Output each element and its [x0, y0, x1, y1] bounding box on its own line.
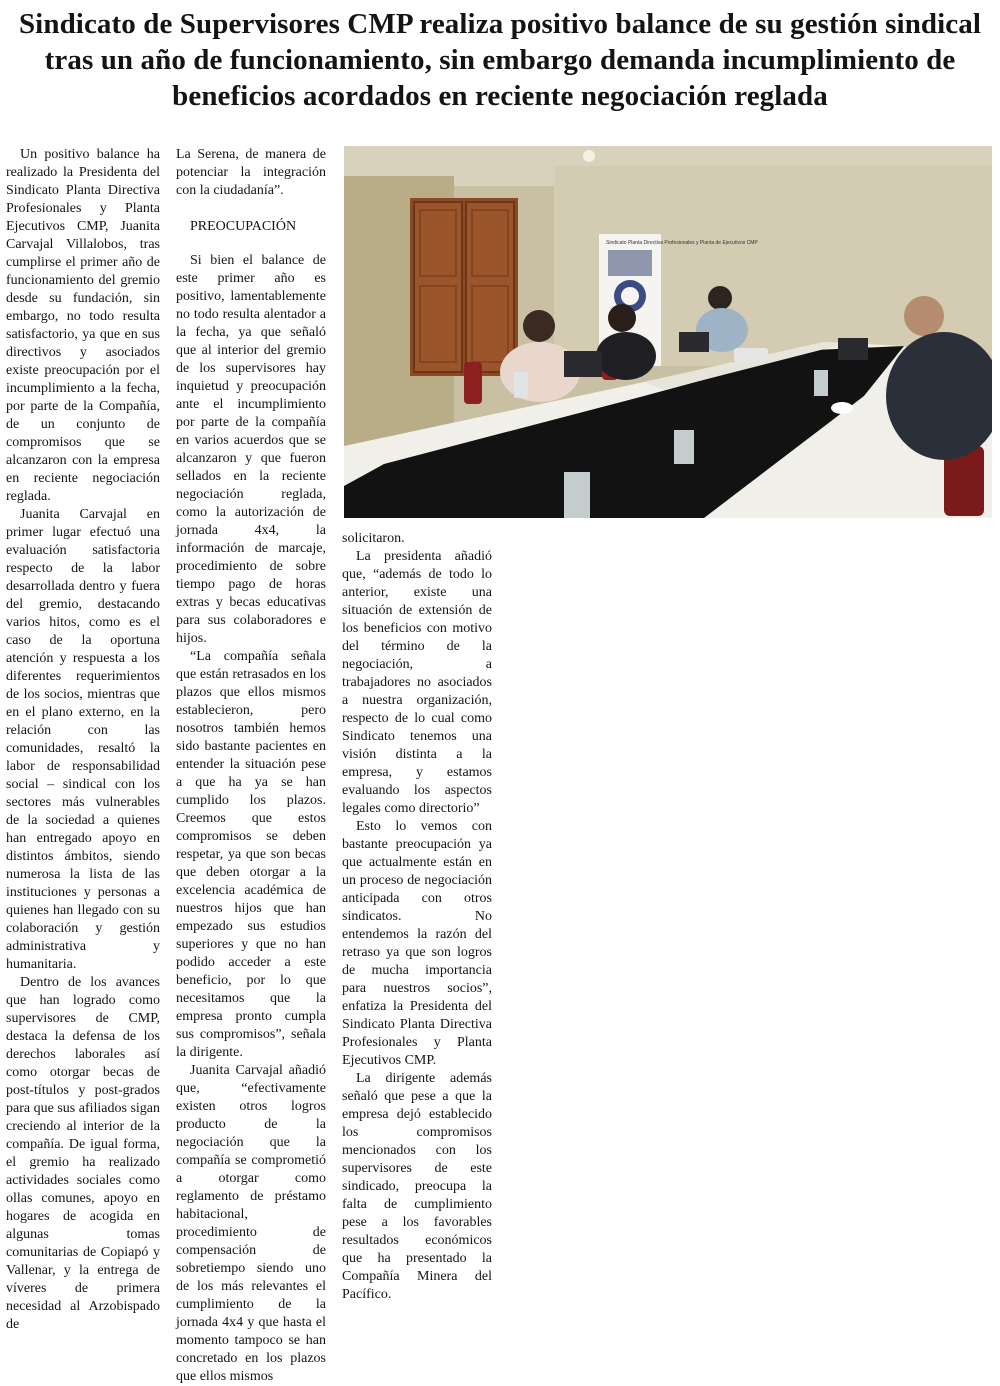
paragraph: Esto lo vemos con bastante preocupación ya que actualmente están en un proceso de negociación anticipada con otros sindicatos. No entendemos la razón del retraso ya que son logros de mucha importancia para nuestros socios”, enfatiza la Presidenta del Sindicato Planta Directiva Profesionales y Planta Ejecutivos CMP. [342, 819, 492, 1068]
paragraph: La presidenta añadió que, “además de todo lo anterior, existe una situación de extensión de los beneficios con motivo del término de la negociación, a trabajadores no asociados a nuestra organización, respecto de lo cual como Sindicato tenemos una visión distinta a la empresa, y estamos evaluando los aspectos legales como directorio” [342, 549, 492, 816]
meeting-photo-image [344, 146, 992, 518]
paragraph: Si bien el balance de este primer año es positivo, lamentablemente no todo resulta alentador a la fecha, ya que señaló que al interior del gremio de los supervisores hay inquietud y preocupación ante el incumplimiento por parte de la compañía en varios acuerdos que se alcanzaron y que fueron sellados en la reciente negociación reglada, como la autorización de jornada 4x4, la información de marcaje, procedimiento de sobre tiempo pago de horas extras y becas educativas para sus colaboradores e hijos. [176, 253, 326, 646]
banner-text: Sindicato Planta Directiva Profesionales y Planta de Ejecutivos CMP [606, 240, 758, 246]
subheading: PREOCUPACIÓN [190, 219, 297, 234]
paragraph: La Serena, de manera de potenciar la integración con la ciudadanía”. [176, 147, 326, 198]
paragraph: solicitaron. [342, 531, 405, 546]
column-1 [6, 146, 160, 1334]
paragraph: “La compañía señala que están retrasados en los plazos que ellos mismos establecieron, pero nosotros también hemos sido bastante pacientes en entender la situación pese a que ha ya se han cumplido los plazos. Creemos que estos compromisos se deben respetar, ya que son becas que deben otorgar a la excelencia académica de nuestros hijos que han empezado sus estudios superiores y que no han podido acceder a este beneficio, por lo que necesitamos que la empresa pronto cumpla sus compromisos”, señala la dirigente. [176, 649, 326, 1060]
column-2 [176, 146, 326, 1386]
column-3 [342, 530, 492, 1304]
paragraph: La dirigente además señaló que pese a que la empresa dejó establecido los compromisos mencionados con los supervisores de este sindicado, preocupa la falta de cumplimiento pese a los favorables resultados económicos que ha presentado la Compañía Minera del Pacífico. [342, 1071, 492, 1302]
paragraph: Juanita Carvajal en primer lugar efectuó una evaluación satisfactoria respecto de la labor desarrollada dentro y fuera del gremio, destacando varios hitos, como es el caso de la oportuna atención y respuesta a los diferentes requerimientos de los socios, mientras que en el plano externo, en la relación con las comunidades, resaltó la labor de responsabilidad social – sindical con los sectores más vulnerables de la sociedad a quienes han entregado apoyo en distintos ámbitos, siendo numerosa la lista de las instituciones y personas a quienes han llegado con su colaboración y gestión administrativa y humanitaria. [6, 507, 160, 972]
paragraph: Juanita Carvajal añadió que, “efectivamente existen otros logros producto de la negociación que la compañía se comprometió a otorgar como reglamento de préstamo habitacional, procedimiento de compensación de sobretiempo siendo uno de los más relevantes el cumplimiento de la jornada 4x4 y que hasta el momento tampoco se han concretado en los plazos que ellos mismos [176, 1063, 326, 1384]
meeting-photo [344, 146, 992, 518]
paragraph: Dentro de los avances que han logrado como supervisores de CMP, destaca la defensa de los derechos laborales así como otorgar becas de post-títulos y post-grados para que sus afiliados sigan creciendo al interior de la compañía. De igual forma, el gremio ha realizado actividades sociales como ollas comunes, apoyo en hogares de acogida en algunas tomas comunitarias de Copiapó y Vallenar, y la entrega de víveres de primera necesidad al Arzobispado de [6, 975, 160, 1332]
headline: Sindicato de Supervisores CMP realiza positivo balance de su gestión sindical tras un año de funcionamiento, sin embargo demanda incumplimiento de beneficios acordados en reciente negociación reglada [18, 8, 982, 112]
paragraph: Un positivo balance ha realizado la Presidenta del Sindicato Planta Directiva Profesionales y Planta Ejecutivos CMP, Juanita Carvajal Villalobos, tras cumplirse el primer año de funcionamiento del gremio desde su fundación, sin embargo, no todo resulta satisfactorio, ya que en sus directivos y asociados existe preocupación por el incumplimiento a la fecha, por parte de la Compañía, de un conjunto de compromisos que se alcanzaron con la empresa en reciente negociación reglada. [6, 147, 160, 504]
